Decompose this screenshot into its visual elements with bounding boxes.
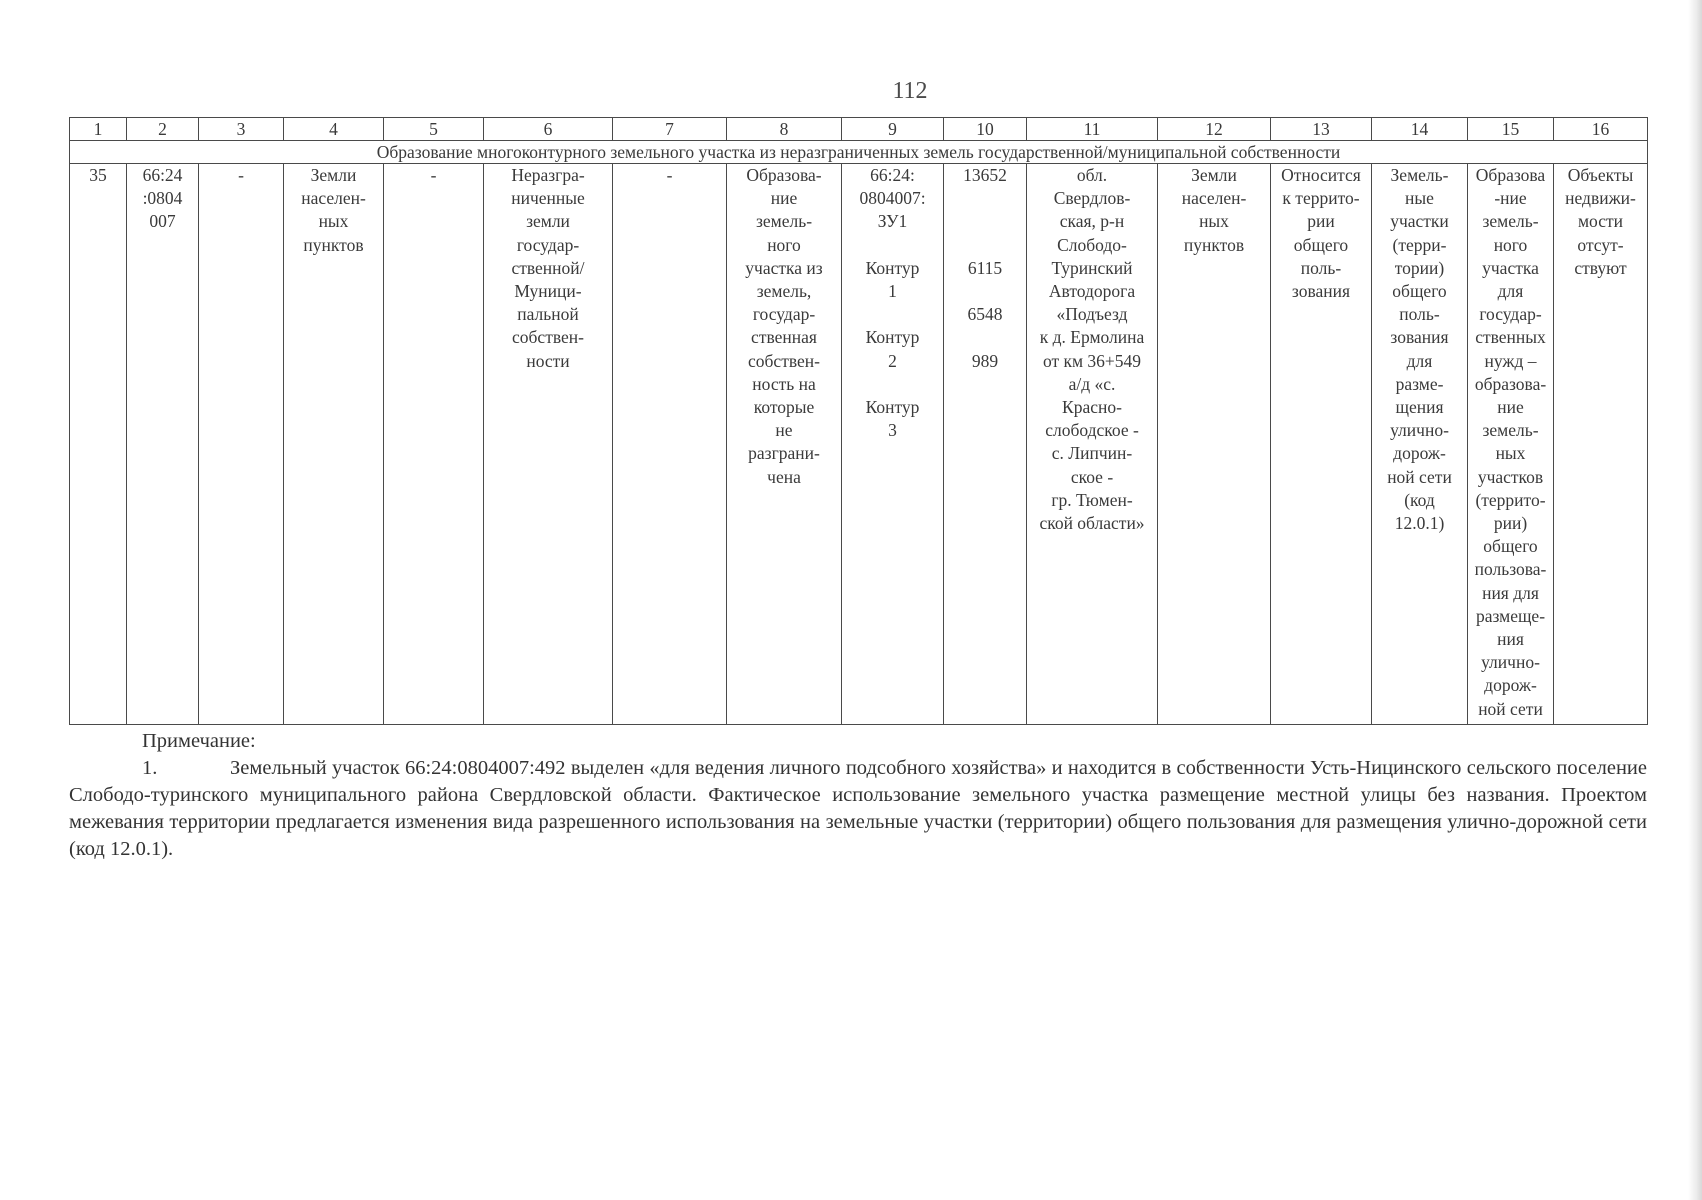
- column-number: 2: [127, 118, 199, 141]
- note-item-text: Земельный участок 66:24:0804007:492 выделен «для ведения личного подсобного хозяйства» и находится в собственности Усть-Ницинского сельского поселение Слободо-туринского муниципального района Свердловской области. Фактическое использование земельного участка размещение местной улицы без названия. Проектом межевания территории предлагается изменения вида разрешенного использования на земельные участки (территории) общего пользования для размещения улично-дорожной сети (код 12.0.1).: [69, 757, 1647, 860]
- column-number: 4: [284, 118, 384, 141]
- scan-edge-shadow: [1688, 0, 1702, 1200]
- section-heading: Образование многоконтурного земельного участка из неразграниченных земель государственной/муниципальной собственности: [70, 141, 1648, 164]
- cell-permitted-use: Земель- ные участки (терри- тории) общего поль- зования для разме- щения улично- дорож- ной сети (код 12.0.1): [1372, 164, 1468, 725]
- cell-real-estate: Объекты недвижи- мости отсут- ствуют: [1554, 164, 1648, 725]
- cell-row-number: 35: [70, 164, 127, 725]
- column-number: 9: [842, 118, 944, 141]
- land-plot-table: [69, 117, 1648, 725]
- column-number: 1: [70, 118, 127, 141]
- cell-ownership: Неразгра- ниченные земли государ- ственной/ Муници- пальной собствен- ности: [484, 164, 613, 725]
- page-number: 112: [892, 78, 928, 104]
- column-number: 12: [1158, 118, 1271, 141]
- column-number: 13: [1271, 118, 1372, 141]
- column-number: 8: [727, 118, 842, 141]
- table-row: [70, 164, 1648, 725]
- cell-cadastral-quarter: 66:24 :0804 007: [127, 164, 199, 725]
- column-number: 11: [1027, 118, 1158, 141]
- column-number: 3: [199, 118, 284, 141]
- cell-public-use: Относится к террито- рии общего поль- зования: [1271, 164, 1372, 725]
- column-number: 10: [944, 118, 1027, 141]
- cell-plot-designation: 66:24: 0804007: ЗУ1 Контур 1 Контур 2 Контур 3: [842, 164, 944, 725]
- column-number: 5: [384, 118, 484, 141]
- column-number: 15: [1468, 118, 1554, 141]
- cell-formation-method: Образова- ние земель- ного участка из земель, государ- ственная собствен- ность на которые не разграни- чена: [727, 164, 842, 725]
- column-number: 6: [484, 118, 613, 141]
- cell-new-land-category: Земли населен- ных пунктов: [1158, 164, 1271, 725]
- column-number: 14: [1372, 118, 1468, 141]
- note-title: Примечание:: [142, 730, 256, 752]
- cell-address: обл. Свердлов- ская, р-н Слободо- Туринский Автодорога «Подъезд к д. Ермолина от км 36+549 а/д «с. Красно- слободское - с. Липчин- ское - гр. Тюмен- ской области»: [1027, 164, 1158, 725]
- note-item: [69, 755, 1647, 863]
- cell-area: 13652 6115 6548 989: [944, 164, 1027, 725]
- column-number: 7: [613, 118, 727, 141]
- cell-col7: -: [613, 164, 727, 725]
- note-item-number: 1.: [142, 757, 158, 779]
- cell-land-category: Земли населен- ных пунктов: [284, 164, 384, 725]
- column-number-row: [70, 118, 1648, 141]
- cell-col3: -: [199, 164, 284, 725]
- cell-col5: -: [384, 164, 484, 725]
- section-heading-row: [70, 141, 1648, 164]
- column-number: 16: [1554, 118, 1648, 141]
- cell-purpose: Образова -ние земель- ного участка для государ- ственных нужд – образова- ние земель- ных участков (террито- рии) общего пользова- ния для размеще- ния улично- дорож- ной сети: [1468, 164, 1554, 725]
